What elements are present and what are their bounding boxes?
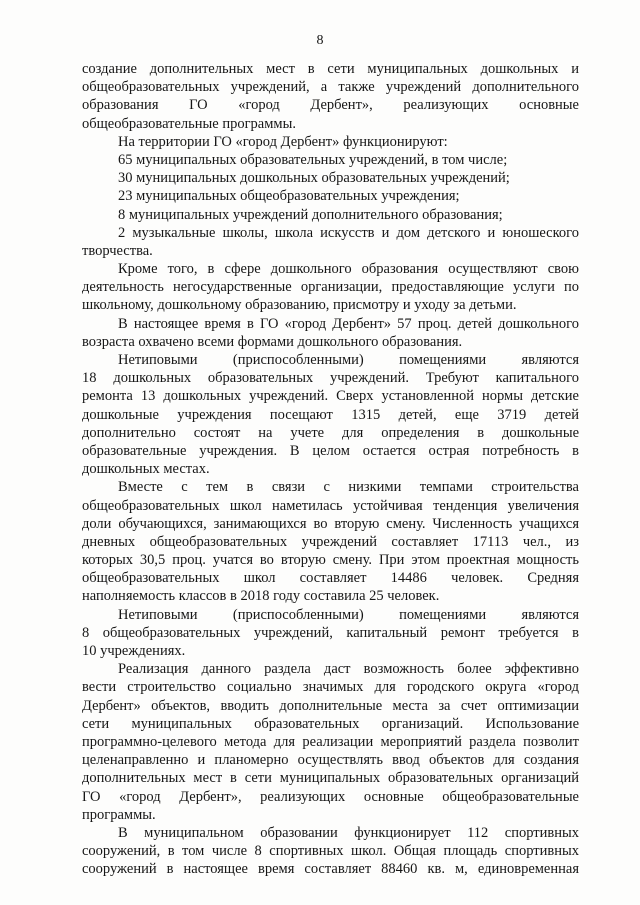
text-line: ремонта 13 дошкольных учреждений. Сверх установленной нормы детские xyxy=(82,388,579,405)
text-line: дополнительно состоят на учете для определения в дошкольные xyxy=(82,424,579,441)
text-line: дополнительных мест в сети муниципальных образовательных организаций xyxy=(82,770,579,787)
text-line: Кроме того, в сфере дошкольного образования осуществляют свою xyxy=(118,261,579,278)
text-line: общеобразовательные программы. xyxy=(82,115,296,132)
text-line: 18 дошкольных образовательных учреждений. Требуют капитального xyxy=(82,370,579,387)
text-line: доли обучающихся, занимающихся во вторую смену. Численность учащихся xyxy=(82,515,579,532)
text-line: дошкольных местах. xyxy=(82,461,210,478)
text-line: Дербент» объектов, вводить дополнительные места за счет оптимизации xyxy=(82,697,579,714)
text-line: Реализация данного раздела даст возможность более эффективно xyxy=(118,661,579,678)
text-line: 10 учреждениях. xyxy=(82,643,186,659)
text-line: 23 муниципальных общеобразовательных учреждения; xyxy=(118,188,460,205)
text-line: школьному, дошкольному образованию, присмотру и уходу за детьми. xyxy=(82,297,517,314)
text-line: творчества. xyxy=(82,242,153,259)
text-line: 8 муниципальных учреждений дополнительного образования; xyxy=(118,206,503,223)
text-line: образования ГО «город Дербент», реализующих основные xyxy=(82,97,579,114)
text-line: В настоящее время в ГО «город Дербент» 57 проц. детей дошкольного xyxy=(118,315,579,332)
text-line: наполняемость классов в 2018 году составила 25 человек. xyxy=(82,588,440,605)
text-line: На территории ГО «город Дербент» функционируют: xyxy=(118,133,448,150)
text-line: Вместе с тем в связи с низкими темпами строительства xyxy=(118,479,579,496)
text-line: деятельность негосударственные организации, предоставляющие услуги по xyxy=(82,279,579,296)
text-line: Нетиповыми (приспособленными) помещениями являются xyxy=(118,352,579,368)
text-line: Нетиповыми (приспособленными) помещениями являются xyxy=(118,606,579,623)
text-line: программы. xyxy=(82,806,156,823)
text-line: 2 музыкальные школы, школа искусств и дом детского и юношеского xyxy=(118,224,579,241)
text-line: которых 30,5 проц. учатся во вторую смену. При этом проектная мощность xyxy=(82,552,579,569)
page-number: 8 xyxy=(316,33,324,48)
text-line: возраста охвачено всеми формами дошкольного образования. xyxy=(82,333,463,350)
text-line: общеобразовательных школ наметилась устойчивая тенденция увеличения xyxy=(82,497,579,514)
text-line: вести строительство социально значимых для городского округа «город xyxy=(82,679,579,696)
text-line: дневных общеобразовательных учреждений составляет 17113 чел., из xyxy=(82,533,579,550)
text-line: общеобразовательных школ составляет 14486 человек. Средняя xyxy=(82,570,579,587)
text-line: дошкольные учреждения посещают 1315 детей, еще 3719 детей xyxy=(82,406,579,423)
text-line: образовательные учреждения. В целом остается острая потребность в xyxy=(82,442,579,459)
text-line: сооружений, в том числе 8 спортивных школ. Общая площадь спортивных xyxy=(82,843,579,860)
text-line: ГО «город Дербент», реализующих основные общеобразовательные xyxy=(82,788,579,805)
body-text xyxy=(82,60,579,878)
text-line: программно-целевого метода для реализации мероприятий раздела позволит xyxy=(82,733,579,750)
text-line: общеобразовательных учреждений, а также учреждений дополнительного xyxy=(82,79,579,96)
text-line: 30 муниципальных дошкольных образовательных учреждений; xyxy=(118,170,510,187)
text-line: создание дополнительных мест в сети муниципальных дошкольных и xyxy=(82,61,579,77)
text-line: целенаправленно и планомерно осуществлять ввод объектов для создания xyxy=(82,752,579,769)
text-line: В муниципальном образовании функционирует 112 спортивных xyxy=(118,824,579,841)
text-line: 8 общеобразовательных учреждений, капитальный ремонт требуется в xyxy=(82,624,579,641)
text-line: 65 муниципальных образовательных учреждений, в том числе; xyxy=(118,151,508,168)
text-line: сооружений в настоящее время составляет 88460 кв. м, единовременная xyxy=(82,861,579,878)
text-line: сети муниципальных образовательных организаций. Использование xyxy=(82,715,579,732)
